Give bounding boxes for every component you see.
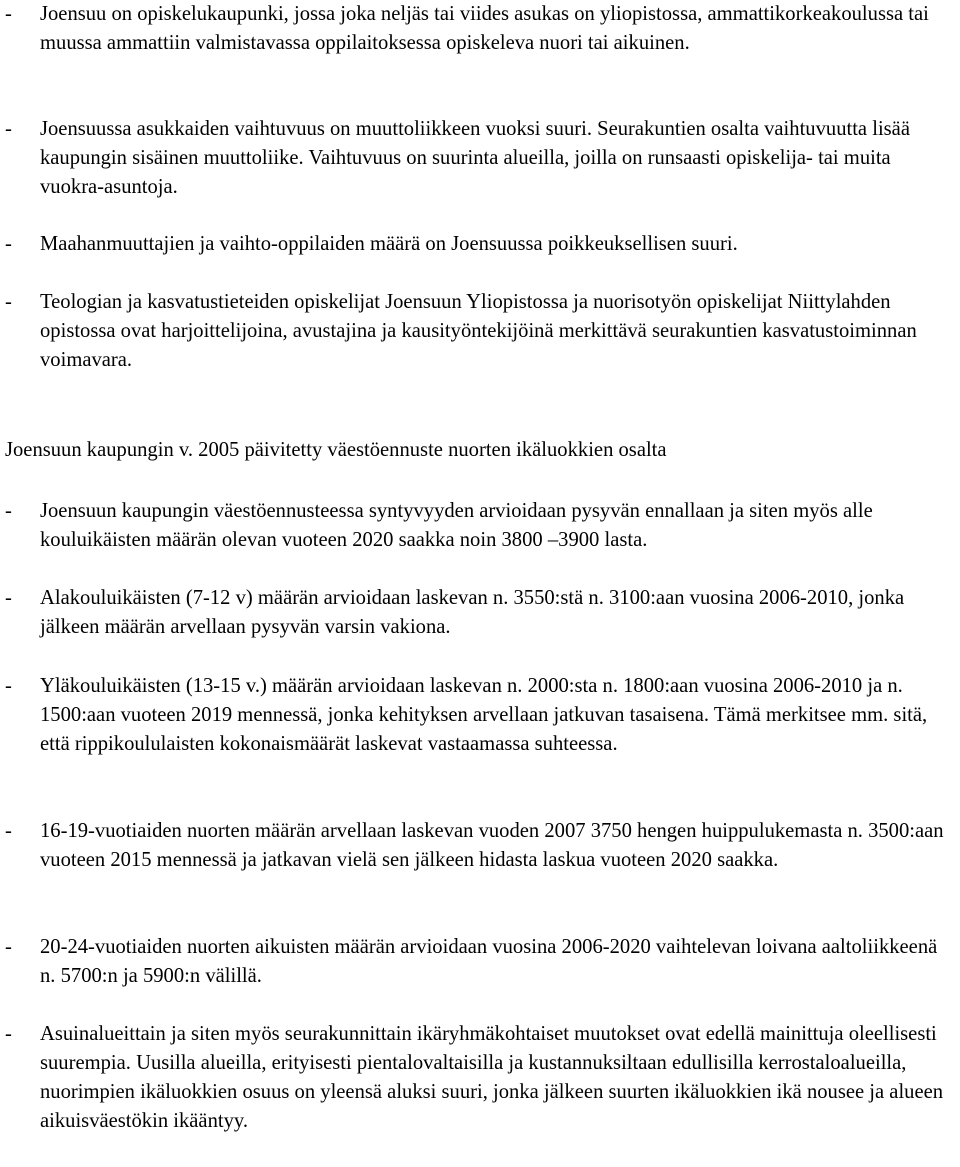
list-item-text: Joensuu on opiskelukaupunki, jossa joka neljäs tai viides asukas on yliopistossa, ammattikorkeakoulussa tai muussa ammattiin valmistavassa oppilaitoksessa opiskeleva nuori tai aikuinen. [40, 3, 929, 54]
list-item [5, 115, 955, 202]
list-item [5, 0, 955, 58]
list-item-text: Alakouluikäisten (7-12 v) määrän arvioidaan laskevan n. 3550:stä n. 3100:aan vuosina 2006-2010, jonka jälkeen määrän arvellaan pysyvän varsin vakiona. [40, 587, 905, 638]
list-item [5, 672, 955, 759]
bullet-dash: - [5, 233, 12, 255]
list-item-text: 20-24-vuotiaiden nuorten aikuisten määrän arvioidaan vuosina 2006-2020 vaihtelevan loivana aaltoliikkeenä n. 5700:n ja 5900:n välillä. [40, 936, 938, 987]
list-item [5, 584, 955, 642]
list-item [5, 933, 955, 991]
list-item [5, 497, 955, 555]
list-item [5, 1020, 955, 1136]
list-item [5, 230, 955, 259]
list-item-text: Teologian ja kasvatustieteiden opiskelijat Joensuun Yliopistossa ja nuorisotyön opiskelijat Niittylahden opistossa ovat harjoittelijoina, avustajina ja kausityöntekijöinä merkittävä seurakuntien kasvatustoiminnan voimavara. [40, 291, 917, 371]
section-heading: Joensuun kaupungin v. 2005 päivitetty väestöennuste nuorten ikäluokkien osalta [5, 439, 667, 461]
bullet-dash: - [5, 500, 12, 522]
list-item [5, 288, 955, 375]
list-item-text: Joensuun kaupungin väestöennusteessa syntyvyyden arvioidaan pysyvän ennallaan ja siten myös alle kouluikäisten määrän olevan vuoteen 2020 saakka noin 3800 –3900 lasta. [40, 500, 873, 551]
bullet-dash: - [5, 587, 12, 609]
bullet-dash: - [5, 118, 12, 140]
bullet-dash: - [5, 1023, 12, 1045]
bullet-dash: - [5, 936, 12, 958]
bullet-dash: - [5, 820, 12, 842]
list-item [5, 817, 955, 875]
list-item-text: Joensuussa asukkaiden vaihtuvuus on muuttoliikkeen vuoksi suuri. Seurakuntien osalta vaihtuvuutta lisää kaupungin sisäinen muuttoliike. Vaihtuvuus on suurinta alueilla, joilla on runsaasti opiskelija- tai muita vuokra-asuntoja. [40, 118, 910, 198]
bullet-dash: - [5, 675, 12, 697]
bullet-dash: - [5, 3, 12, 25]
list-item-text: Maahanmuuttajien ja vaihto-oppilaiden määrä on Joensuussa poikkeuksellisen suuri. [40, 233, 738, 255]
list-item-text: 16-19-vuotiaiden nuorten määrän arvellaan laskevan vuoden 2007 3750 hengen huippulukemasta n. 3500:aan vuoteen 2015 mennessä ja jatkavan vielä sen jälkeen hidasta laskua vuoteen 2020 saakka. [40, 820, 944, 871]
list-item-text: Asuinalueittain ja siten myös seurakunnittain ikäryhmäkohtaiset muutokset ovat edellä mainittuja oleellisesti suurempia. Uusilla alueilla, erityisesti pientalovaltaisilla ja kustannuksiltaan edullisilla kerrostaloalueilla, nuorimpien ikäluokkien osuus on yleensä aluksi suuri, jonka jälkeen suurten ikäluokkien ikä nousee ja alueen aikuisväestökin ikääntyy. [40, 1023, 944, 1132]
bullet-dash: - [5, 291, 12, 313]
list-item-text: Yläkouluikäisten (13-15 v.) määrän arvioidaan laskevan n. 2000:sta n. 1800:aan vuosina 2006-2010 ja n. 1500:aan vuoteen 2019 mennessä, jonka kehityksen arvellaan jatkuvan tasaisena. Tämä merkitsee mm. sitä, että rippikoululaisten kokonaismäärät laskevat vastaamassa suhteessa. [40, 675, 928, 755]
